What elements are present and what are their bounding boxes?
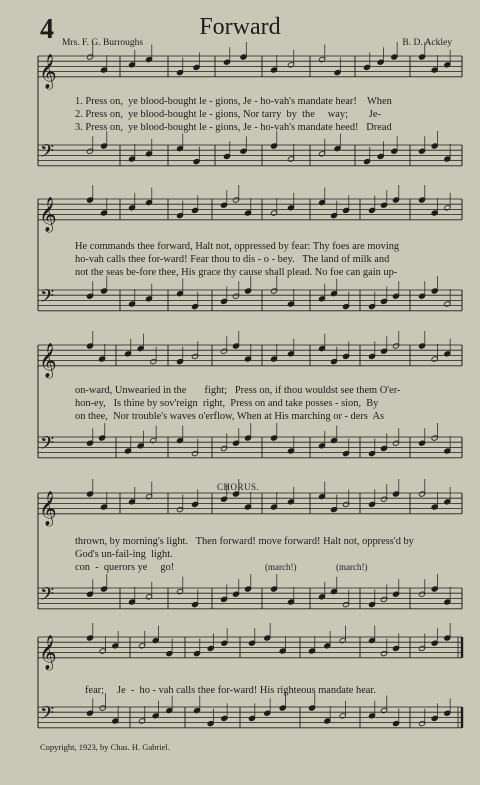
clef-icon: 𝄞 bbox=[39, 53, 57, 89]
lyric-line: con - querors ye go! bbox=[75, 562, 175, 573]
lyric-line: 2. Press on, ye blood-bought le - gions, Nor tarry by the way; Je- bbox=[75, 109, 381, 120]
clef-icon: 𝄞 bbox=[39, 634, 57, 670]
clef-icon: 𝄢 bbox=[40, 584, 55, 610]
clef-icon: 𝄢 bbox=[40, 286, 55, 312]
hymn-number: 4 bbox=[40, 14, 54, 45]
chorus-label: CHORUS. bbox=[217, 482, 260, 492]
march-annotation: (march!) bbox=[265, 562, 297, 572]
clef-icon: 𝄢 bbox=[40, 141, 55, 167]
lyric-line: He commands thee forward, Halt not, oppressed by fear: Thy foes are moving bbox=[75, 241, 400, 252]
lyric-line: ho-vah calls thee for-ward! Fear thou to dis - o - bey. The land of milk and bbox=[75, 254, 390, 265]
lyric-line: on thee, Nor trouble's waves o'erflow, When at His marching or - ders As bbox=[75, 411, 385, 422]
lyric-line: 3. Press on, ye blood-bought le - gions, Je - ho-vah's mandate heed! Dread bbox=[75, 122, 392, 133]
lyrics-system-5 bbox=[0, 684, 480, 725]
copyright-notice: Copyright, 1923, by Chas. H. Gabriel. bbox=[40, 742, 170, 752]
clef-icon: 𝄞 bbox=[39, 342, 57, 378]
lyric-line: hon-ey, Is thine by sov'reign right, Press on and take posses - sion, By bbox=[75, 398, 379, 409]
lyric-line: God's un-fail-ing light. bbox=[75, 549, 173, 560]
hymn-title: Forward bbox=[199, 14, 281, 40]
lyrics-system-2 bbox=[0, 240, 480, 308]
clef-icon: 𝄞 bbox=[39, 196, 57, 232]
clef-icon: 𝄢 bbox=[40, 703, 55, 729]
lyric-line: not the seas be-fore thee, His grace thy cause shall plead. No foe can gain up- bbox=[75, 267, 398, 278]
lyric-line: 1. Press on, ye blood-bought le - gions, Je - ho-vah's mandate hear! When bbox=[75, 96, 392, 107]
lyric-line: thrown, by morning's light. Then forward! move forward! Halt not, oppress'd by bbox=[75, 536, 414, 547]
march-annotation: (march!) bbox=[336, 562, 368, 572]
composer-credit: B. D. Ackley bbox=[402, 38, 452, 48]
lyrics-system-3 bbox=[0, 384, 480, 452]
lyrics-system-4 bbox=[0, 535, 480, 630]
clef-icon: 𝄞 bbox=[39, 490, 57, 526]
author-credit: Mrs. F. G. Burroughs bbox=[62, 38, 144, 48]
lyric-line: on-ward, Unwearied in the fight; Press on, if thou wouldst see them O'er- bbox=[75, 385, 401, 396]
clef-icon: 𝄢 bbox=[40, 433, 55, 459]
lyrics-system-1 bbox=[0, 95, 480, 163]
lyric-line: fear; Je - ho - vah calls thee for-ward! His righteous mandate hear. bbox=[85, 685, 376, 696]
